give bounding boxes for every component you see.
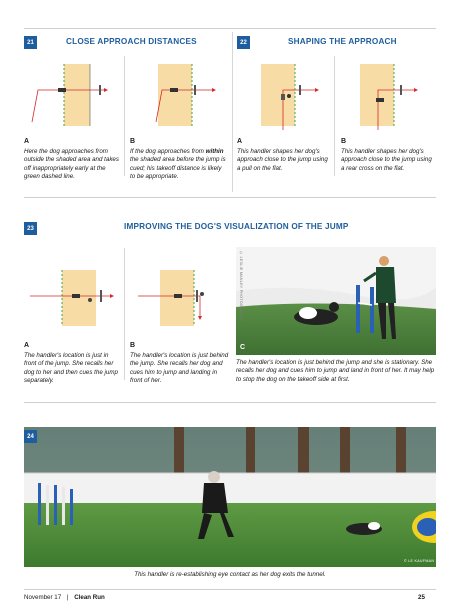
figure-number-24: 24: [24, 430, 37, 443]
caption-label-21b: B: [130, 138, 136, 145]
rule-21-23: [24, 197, 436, 198]
photo-24: [24, 427, 436, 567]
caption-label-22b: B: [341, 138, 347, 145]
diagram-21b: [130, 52, 230, 132]
top-rule: [24, 28, 436, 29]
diagram-21a: [24, 52, 124, 132]
footer-rule: [24, 589, 436, 590]
diagram-22a: [237, 52, 332, 132]
footer-separator: |: [66, 594, 69, 601]
divider-21: [124, 56, 125, 176]
caption-21b: If the dog approaches from within the shaded area before the jump is cued; his takeoff distance is likely to be appropriate.: [130, 148, 226, 181]
caption-label-21a: A: [24, 138, 30, 145]
caption-22b: This handler shapes her dog's approach close to the jump using a rear cross on the flat.: [341, 148, 432, 172]
caption-23c: The handler's location is just behind the jump and she is stationary. She recalls her dog and cues him to jump and land in front of her. It may help to stop the dog on the takeoff side at first.: [236, 359, 435, 383]
caption-label-23a: A: [24, 342, 30, 349]
photo-credit-24: © LE KAUFMAN: [404, 559, 435, 563]
divider-23: [124, 248, 125, 380]
figure-number-22: 22: [237, 36, 250, 49]
caption-23a: The handler's location is just in front of the jump. She recalls her dog to her and then cues the jump separately.: [24, 352, 118, 385]
footer-date: November 17: [24, 594, 62, 601]
diagram-23b: [130, 262, 230, 334]
diagram-22b: [338, 52, 433, 132]
footer-issue: [24, 594, 105, 601]
figure-title-22: SHAPING THE APPROACH: [288, 37, 397, 46]
figure-number-21: 21: [24, 36, 37, 49]
caption-22a: This handler shapes her dog's approach close to the jump using a pull on the flat.: [237, 148, 328, 172]
rule-23-24: [24, 402, 436, 403]
divider-22: [334, 56, 335, 176]
caption-23b: The handler's location is just behind the jump. She recalls her dog and cues him to jump and landing in front of her.: [130, 352, 229, 385]
photo-23c: [236, 247, 436, 355]
page-number: 25: [418, 594, 425, 601]
caption-21a: Here the dog approaches from outside the shaded area and takes off inappropriately early at the green dashed line.: [24, 148, 119, 181]
photo-credit-23: © LESLIE MANLEY PHOTOGRAPHY: [239, 251, 243, 321]
caption-24: This handler is re-establishing eye contact as her dog exits the tunnel.: [134, 571, 326, 578]
footer-magazine: Clean Run: [74, 594, 105, 601]
figure-number-23: 23: [24, 222, 37, 235]
diagram-23a: [24, 262, 124, 334]
caption-label-23b: B: [130, 342, 136, 349]
caption-label-22a: A: [237, 138, 243, 145]
figure-title-23: IMPROVING THE DOG'S VISUALIZATION OF THE JUMP: [124, 222, 349, 231]
photo-label-23c: C: [240, 344, 246, 351]
figure-title-21: CLOSE APPROACH DISTANCES: [66, 37, 197, 46]
divider-21-22: [232, 32, 233, 192]
